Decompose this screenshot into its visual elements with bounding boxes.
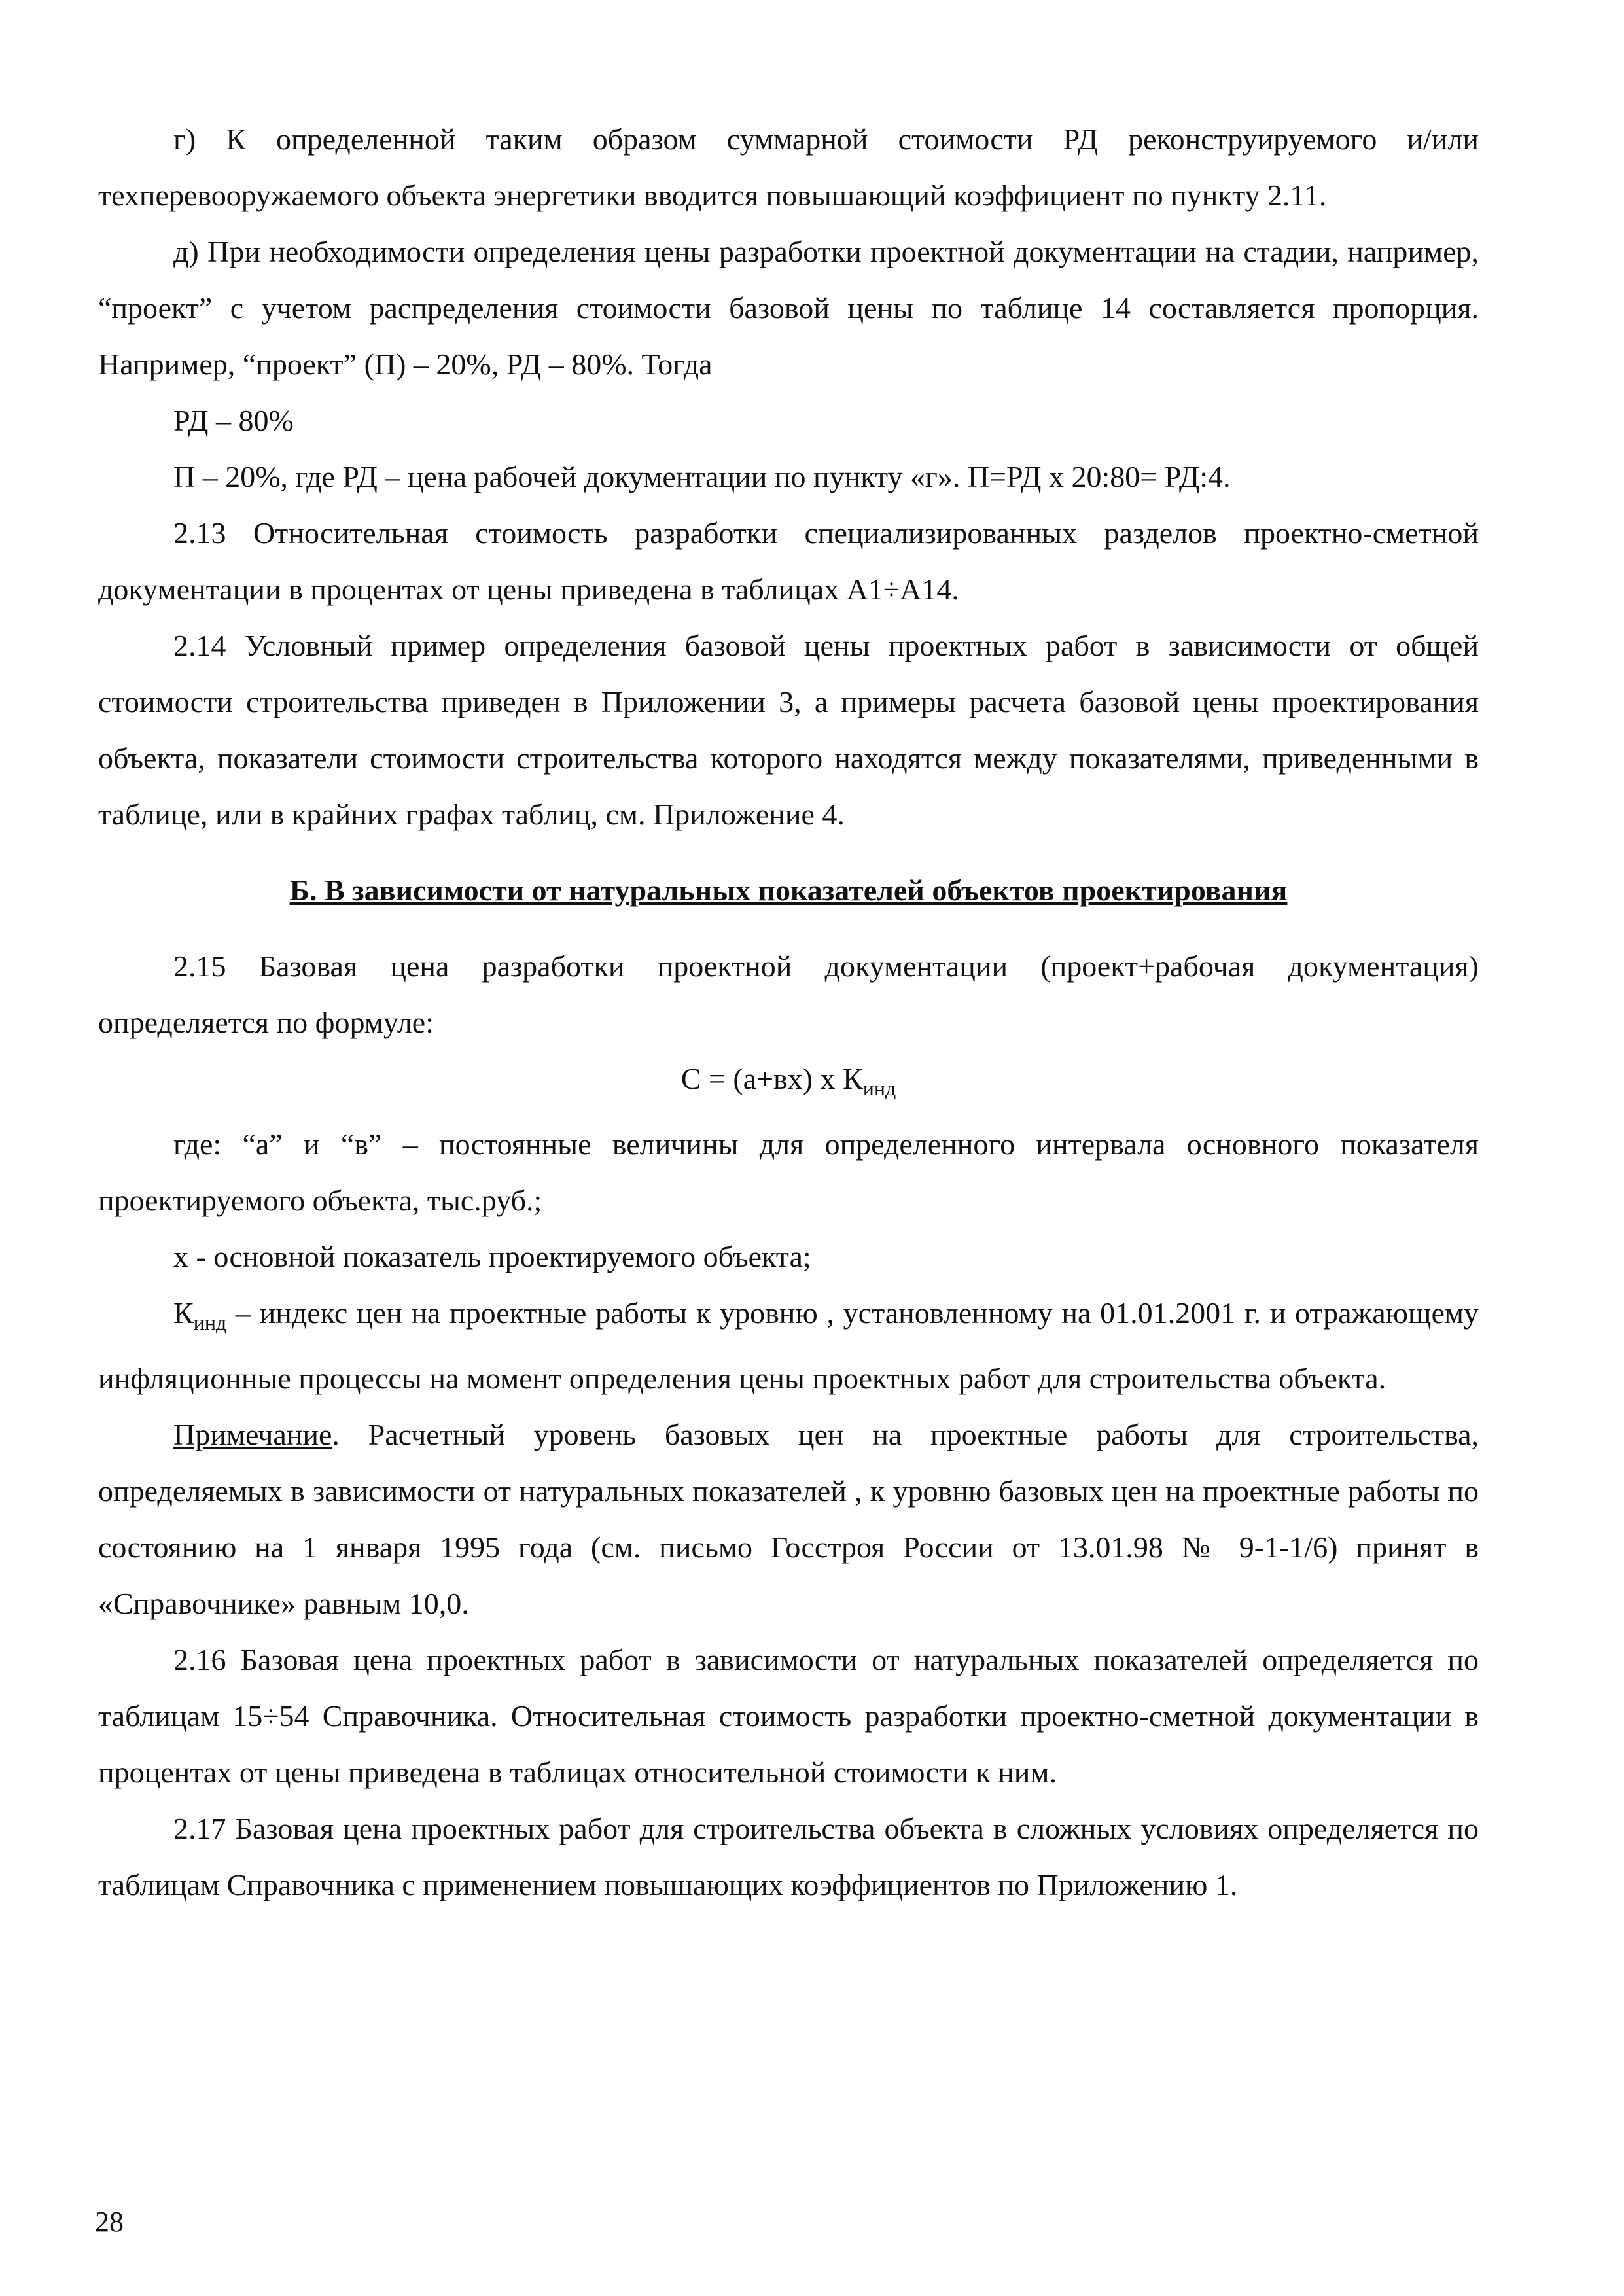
note-label: Примечание [173,1418,332,1451]
paragraph-2-17: 2.17 Базовая цена проектных работ для строительства объекта в сложных условиях определяется по таблицам Справочника с применением повышающих коэффициентов по Приложению 1. [98,1812,1479,1901]
section-heading-b: Б. В зависимости от натуральных показателей объектов проектирования [289,874,1288,907]
paragraph-where: где: “а” и “в” – постоянные величины для определенного интервала основного показателя проектируемого объекта, тыс.руб.; [98,1127,1479,1217]
paragraph-kind [98,1285,1479,1407]
page-number: 28 [95,2206,124,2238]
paragraph-2-13: 2.13 Относительная стоимость разработки специализированных разделов проектно-сметной документации в процентах от цены приведена в таблицах А1÷А14. [98,516,1479,606]
paragraph-d: д) При необходимости определения цены разработки проектной документации на стадии, например, “проект” с учетом распределения стоимости базовой цены по таблице 14 составляется пропорция. Например, “проект” (П) – 20%, РД – 80%. Тогда [98,235,1479,381]
kind-subscript: инд [193,1311,227,1334]
note-text: . Расчетный уровень базовых цен на проектные работы для строительства, определяемых в зависимости от натуральных показателей , к уровню базовых цен на проектные работы по состоянию на 1 января 1995 года (см. письмо Госстроя России от 13.01.98 № 9-1-1/6) принят в «Справочнике» равным 10,0. [98,1418,1479,1620]
paragraph-2-15: 2.15 Базовая цена разработки проектной документации (проект+рабочая документация) определяется по формуле: [98,949,1479,1039]
paragraph-2-14: 2.14 Условный пример определения базовой цены проектных работ в зависимости от общей стоимости строительства приведен в Приложении 3, а примеры расчета базовой цены проектирования объекта, показатели стоимости строительства которого находятся между показателями, приведенными в таблице, или в крайних графах таблиц, см. Приложение 4. [98,629,1479,831]
paragraph-g: г) К определенной таким образом суммарной стоимости РД реконструируемого и/или техперевооружаемого объекта энергетики вводится повышающий коэффициент по пункту 2.11. [98,122,1479,212]
price-formula [98,1051,1479,1116]
paragraph-p: П – 20%, где РД – цена рабочей документации по пункту «г». П=РД х 20:80= РД:4. [173,460,1231,493]
paragraph-2-16: 2.16 Базовая цена проектных работ в зависимости от натуральных показателей определяется по таблицам 15÷54 Справочника. Относительная стоимость разработки проектно-сметной документации в процентах от цены приведена в таблицах относительной стоимости к ним. [98,1643,1479,1789]
formula-subscript: инд [862,1076,896,1100]
kind-symbol: К [173,1296,194,1330]
kind-definition: – индекс цен на проектные работы к уровню , установленному на 01.01.2001 г. и отражающему инфляционные процессы на момент определения цены проектных работ для строительства объекта. [98,1296,1479,1395]
paragraph-rd: РД – 80% [173,404,294,437]
body-text [98,111,1479,1913]
formula-main: С = (а+вх) х К [680,1062,863,1095]
paragraph-x: х - основной показатель проектируемого объекта; [173,1240,811,1273]
paragraph-note [98,1407,1479,1632]
